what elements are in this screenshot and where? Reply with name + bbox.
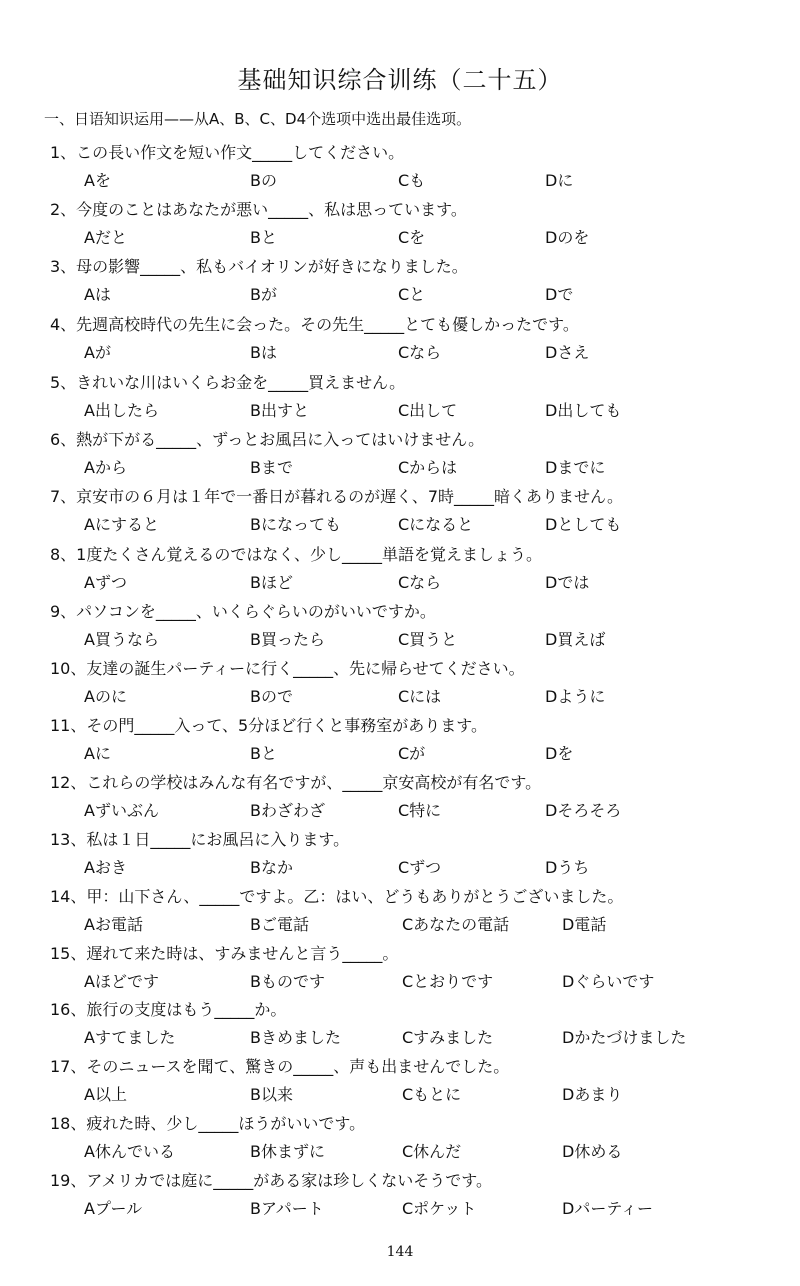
- question-text: 16、旅行の支度はもう_____か。: [50, 1000, 287, 1019]
- option-c: Cからは: [398, 458, 458, 477]
- question-text: 4、先週高校時代の先生に会った。その先生_____とても優しかったです。: [50, 315, 579, 334]
- option-d: Dのを: [545, 228, 590, 247]
- option-d: Dかたづけました: [562, 1028, 687, 1047]
- option-a: Aすてました: [84, 1028, 176, 1047]
- option-b: Bまで: [250, 458, 293, 477]
- option-a: Aずつ: [84, 573, 127, 592]
- option-d: D電話: [562, 915, 607, 934]
- option-c: Cとおりです: [402, 972, 494, 991]
- question-text: 6、熱が下がる_____、ずっとお風呂に入ってはいけません。: [50, 430, 485, 449]
- option-b: Bアパート: [250, 1199, 324, 1218]
- option-d: Dパーティー: [562, 1199, 654, 1218]
- option-b: Bものです: [250, 972, 325, 991]
- question-text: 2、今度のことはあなたが悪い_____、私は思っています。: [50, 200, 467, 219]
- option-c: Cを: [398, 228, 426, 247]
- option-a: Aずいぶん: [84, 801, 159, 820]
- option-a: Aおき: [84, 858, 127, 877]
- option-c: Cなら: [398, 573, 442, 592]
- option-c: C出して: [398, 401, 458, 420]
- option-b: Bので: [250, 687, 293, 706]
- option-b: B以来: [250, 1085, 293, 1104]
- option-b: Bきめました: [250, 1028, 341, 1047]
- option-d: Dうち: [545, 858, 590, 877]
- option-b: Bは: [250, 343, 277, 362]
- option-c: C休んだ: [402, 1142, 462, 1161]
- option-a: Aから: [84, 458, 127, 477]
- option-a: A出したら: [84, 401, 159, 420]
- option-c: Cが: [398, 744, 426, 763]
- question-text: 9、パソコンを_____、いくらぐらいのがいいですか。: [50, 602, 436, 621]
- option-a: Aが: [84, 343, 111, 362]
- question-text: 12、これらの学校はみんな有名ですが、_____京安高校が有名です。: [50, 773, 542, 792]
- question-text: 8、1度たくさん覚えるのではなく、少し_____単語を覚えましょう。: [50, 545, 543, 564]
- option-a: Aにすると: [84, 515, 159, 534]
- option-b: Bと: [250, 744, 277, 763]
- option-b: Bなか: [250, 858, 293, 877]
- question-text: 11、その門_____入って、5分ほど行くと事務室があります。: [50, 716, 487, 735]
- option-a: Aだと: [84, 228, 127, 247]
- option-b: Bわざわざ: [250, 801, 325, 820]
- option-b: Bほど: [250, 573, 293, 592]
- option-a: Aに: [84, 744, 111, 763]
- question-text: 7、京安市の６月は１年で一番日が暮れるのが遅く、7時_____暗くありません。: [50, 487, 624, 506]
- option-d: Dでは: [545, 573, 590, 592]
- option-d: Dあまり: [562, 1085, 623, 1104]
- question-text: 3、母の影響_____、私もバイオリンが好きになりました。: [50, 257, 468, 276]
- option-c: Cずつ: [398, 858, 442, 877]
- question-text: 17、そのニュースを聞て、驚きの_____、声も出ませんでした。: [50, 1057, 510, 1076]
- option-d: Dを: [545, 744, 574, 763]
- option-c: Cすみました: [402, 1028, 494, 1047]
- option-a: Aほどです: [84, 972, 159, 991]
- option-a: Aは: [84, 285, 111, 304]
- option-c: Cポケット: [402, 1199, 477, 1218]
- option-d: Dで: [545, 285, 574, 304]
- option-b: B出すと: [250, 401, 309, 420]
- option-a: A休んでいる: [84, 1142, 175, 1161]
- question-text: 15、遅れて来た時は、すみませんと言う_____。: [50, 944, 399, 963]
- question-text: 18、疲れた時、少し_____ほうがいいです。: [50, 1114, 366, 1133]
- question-text: 19、アメリカでは庭に_____がある家は珍しくないそうです。: [50, 1171, 492, 1190]
- option-a: A以上: [84, 1085, 127, 1104]
- option-c: Cには: [398, 687, 442, 706]
- option-b: Bと: [250, 228, 277, 247]
- option-b: Bになっても: [250, 515, 341, 534]
- option-d: Dに: [545, 171, 574, 190]
- option-c: Cもとに: [402, 1085, 462, 1104]
- question-text: 1、この長い作文を短い作文_____してください。: [50, 143, 405, 162]
- option-d: D出しても: [545, 401, 622, 420]
- option-a: Aのに: [84, 687, 127, 706]
- option-b: Bが: [250, 285, 277, 304]
- option-c: Cなら: [398, 343, 442, 362]
- option-c: C買うと: [398, 630, 458, 649]
- option-a: Aお電話: [84, 915, 143, 934]
- option-d: Dさえ: [545, 343, 590, 362]
- option-a: A買うなら: [84, 630, 159, 649]
- option-c: Cになると: [398, 515, 474, 534]
- option-b: Bご電話: [250, 915, 309, 934]
- page-title: 基础知识综合训练（二十五）: [237, 66, 563, 94]
- option-d: Dように: [545, 687, 606, 706]
- option-d: D休める: [562, 1142, 623, 1161]
- option-c: Cと: [398, 285, 426, 304]
- question-text: 13、私は１日_____にお風呂に入ります。: [50, 830, 350, 849]
- option-a: Aプール: [84, 1199, 143, 1218]
- question-text: 10、友達の誕生パーティーに行く_____、先に帰らせてください。: [50, 659, 525, 678]
- instruction-text: 一、日语知识运用——从A、B、C、D4个选项中选出最佳选项。: [44, 110, 472, 128]
- page-number: 144: [386, 1244, 414, 1260]
- option-b: B買ったら: [250, 630, 325, 649]
- question-text: 5、きれいな川はいくらお金を_____買えません。: [50, 373, 406, 392]
- option-c: C特に: [398, 801, 442, 820]
- option-d: Dまでに: [545, 458, 606, 477]
- question-text: 14、甲：山下さん、_____ですよ。乙：はい、どうもありがとうございました。: [50, 887, 624, 906]
- option-c: Cも: [398, 171, 426, 190]
- option-b: Bの: [250, 171, 277, 190]
- option-d: D買えば: [545, 630, 606, 649]
- option-d: Dそろそろ: [545, 801, 622, 820]
- option-d: Dとしても: [545, 515, 622, 534]
- option-d: Dぐらいです: [562, 972, 655, 991]
- option-c: Cあなたの電話: [402, 915, 510, 934]
- option-b: B休まずに: [250, 1142, 325, 1161]
- option-a: Aを: [84, 171, 111, 190]
